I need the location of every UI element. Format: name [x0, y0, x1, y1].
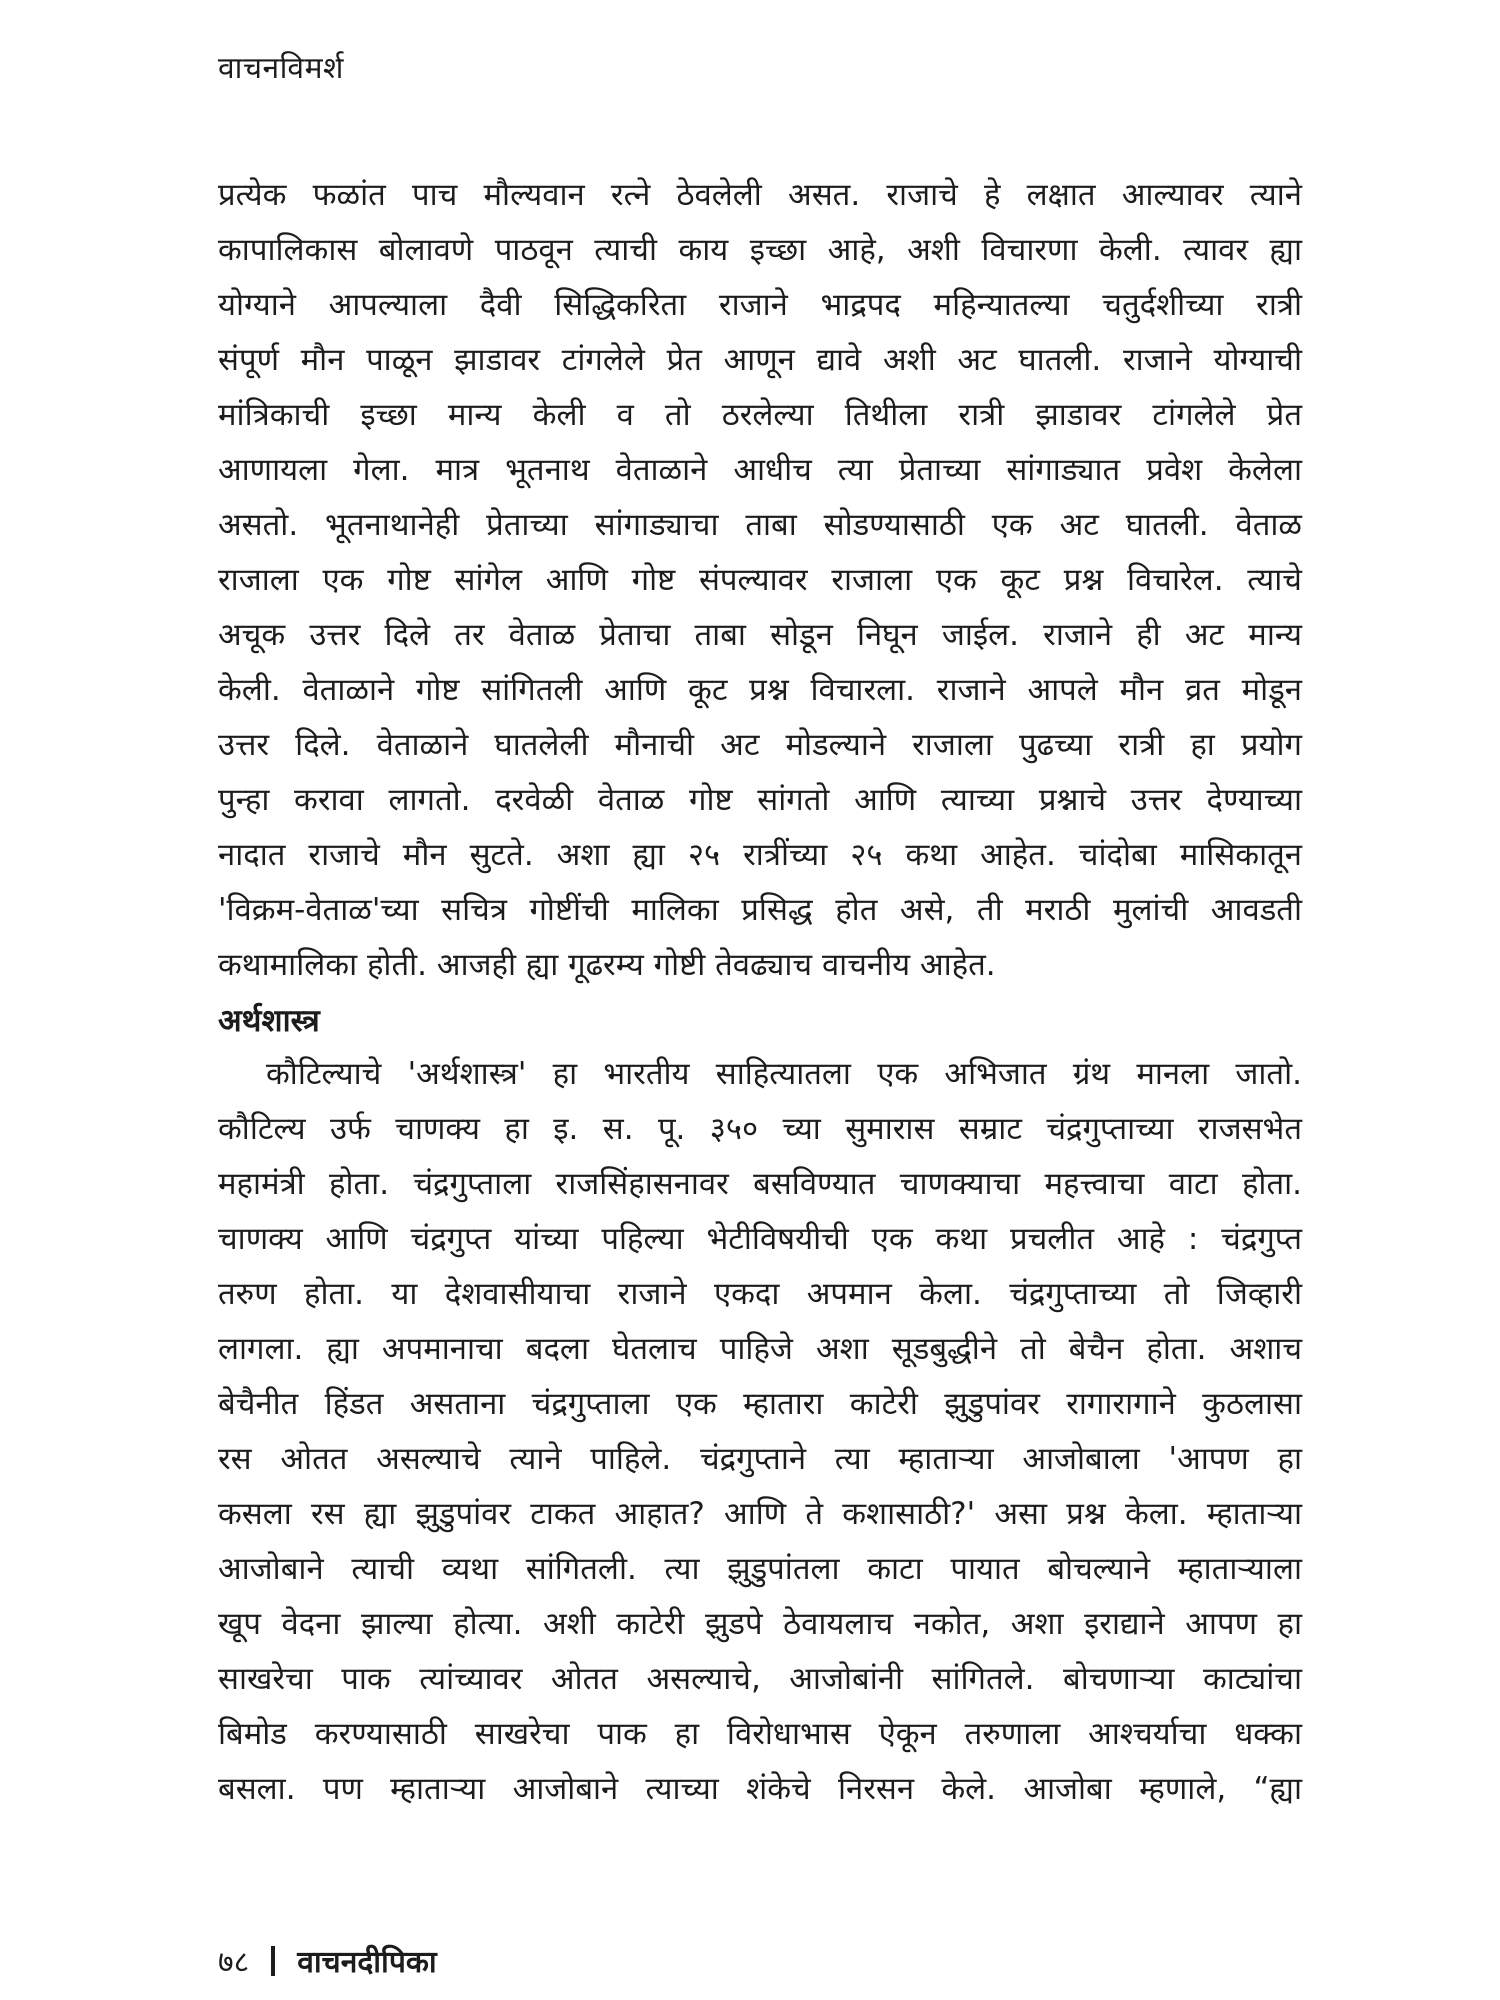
text-line: तरुण होता. या देशवासीयाचा राजाने एकदा अपमान केला. चंद्रगुप्ताच्या तो जिव्हारी [218, 1276, 1302, 1312]
text-line: कथामालिका होती. आजही ह्या गूढरम्य गोष्टी तेवढ्याच वाचनीय आहेत. [218, 947, 996, 983]
text-line: पुन्हा करावा लागतो. दरवेळी वेताळ गोष्ट सांगतो आणि त्याच्या प्रश्नाचे उत्तर देण्याच्या [218, 782, 1302, 818]
text-line: चाणक्य आणि चंद्रगुप्त यांच्या पहिल्या भेटीविषयीची एक कथा प्रचलीत आहे : चंद्रगुप्त [218, 1221, 1302, 1257]
section-heading: अर्थशास्त्र [218, 1003, 320, 1039]
text-line: केली. वेताळाने गोष्ट सांगितली आणि कूट प्रश्न विचारला. राजाने आपले मौन व्रत मोडून [218, 672, 1302, 708]
text-line: साखरेचा पाक त्यांच्यावर ओतत असल्याचे, आजोबांनी सांगितले. बोचणाऱ्या काट्यांचा [218, 1661, 1302, 1697]
text-line: आणायला गेला. मात्र भूतनाथ वेताळाने आधीच त्या प्रेताच्या सांगाड्यात प्रवेश केलेला [218, 452, 1302, 488]
text-line: बेचैनीत हिंडत असताना चंद्रगुप्ताला एक म्हातारा काटेरी झुडुपांवर रागारागाने कुठलासा [218, 1386, 1302, 1422]
text-line: योग्याने आपल्याला दैवी सिद्धिकरिता राजाने भाद्रपद महिन्यातल्या चतुर्दशीच्या रात्री [218, 287, 1302, 323]
text-line: कापालिकास बोलावणे पाठवून त्याची काय इच्छा आहे, अशी विचारणा केली. त्यावर ह्या [218, 232, 1302, 268]
book-title: वाचनदीपिका [297, 1945, 437, 1980]
text-line: राजाला एक गोष्ट सांगेल आणि गोष्ट संपल्यावर राजाला एक कूट प्रश्न विचारेल. त्याचे [218, 562, 1302, 598]
text-line: बसला. पण म्हाताऱ्या आजोबाने त्याच्या शंकेचे निरसन केले. आजोबा म्हणाले, “ह्या [218, 1771, 1302, 1807]
text-line: असतो. भूतनाथानेही प्रेताच्या सांगाड्याचा ताबा सोडण्यासाठी एक अट घातली. वेताळ [218, 507, 1302, 543]
page-body [218, 168, 1302, 1817]
text-line: कसला रस ह्या झुडुपांवर टाकत आहात? आणि ते कशासाठी?' असा प्रश्न केला. म्हाताऱ्या [218, 1496, 1302, 1532]
text-line: बिमोड करण्यासाठी साखरेचा पाक हा विरोधाभास ऐकून तरुणाला आश्चर्याचा धक्का [218, 1716, 1302, 1752]
text-line: कौटिल्याचे 'अर्थशास्त्र' हा भारतीय साहित्यातला एक अभिजात ग्रंथ मानला जातो. [266, 1056, 1302, 1092]
text-line: मांत्रिकाची इच्छा मान्य केली व तो ठरलेल्या तिथीला रात्री झाडावर टांगलेले प्रेत [218, 397, 1302, 433]
text-line: अचूक उत्तर दिले तर वेताळ प्रेताचा ताबा सोडून निघून जाईल. राजाने ही अट मान्य [218, 617, 1302, 653]
text-line: लागला. ह्या अपमानाचा बदला घेतलाच पाहिजे अशा सूडबुद्धीने तो बेचैन होता. अशाच [218, 1331, 1302, 1367]
text-line: कौटिल्य उर्फ चाणक्य हा इ. स. पू. ३५० च्या सुमारास सम्राट चंद्रगुप्ताच्या राजसभेत [218, 1111, 1302, 1147]
text-line: रस ओतत असल्याचे त्याने पाहिले. चंद्रगुप्ताने त्या म्हाताऱ्या आजोबाला 'आपण हा [218, 1441, 1302, 1477]
text-line: संपूर्ण मौन पाळून झाडावर टांगलेले प्रेत आणून द्यावे अशी अट घातली. राजाने योग्याची [218, 342, 1302, 378]
page-number: ७८ [218, 1945, 250, 1980]
text-line: 'विक्रम-वेताळ'च्या सचित्र गोष्टींची मालिका प्रसिद्ध होत असे, ती मराठी मुलांची आवडती [218, 892, 1302, 928]
text-line: आजोबाने त्याची व्यथा सांगितली. त्या झुडुपांतला काटा पायात बोचल्याने म्हाताऱ्याला [218, 1551, 1302, 1587]
text-line: महामंत्री होता. चंद्रगुप्ताला राजसिंहासनावर बसविण्यात चाणक्याचा महत्त्वाचा वाटा होता. [218, 1166, 1302, 1202]
text-line: प्रत्येक फळांत पाच मौल्यवान रत्ने ठेवलेली असत. राजाचे हे लक्षात आल्यावर त्याने [218, 177, 1302, 213]
running-head-title: वाचनविमर्श [218, 51, 344, 86]
text-line: नादात राजाचे मौन सुटते. अशा ह्या २५ रात्रींच्या २५ कथा आहेत. चांदोबा मासिकातून [218, 837, 1302, 873]
text-line: उत्तर दिले. वेताळाने घातलेली मौनाची अट मोडल्याने राजाला पुढच्या रात्री हा प्रयोग [218, 727, 1302, 763]
page-footer [218, 1940, 437, 1981]
text-line: खूप वेदना झाल्या होत्या. अशी काटेरी झुडपे ठेवायलाच नकोत, अशा इराद्याने आपण हा [218, 1606, 1302, 1642]
footer-divider [271, 1946, 275, 1976]
